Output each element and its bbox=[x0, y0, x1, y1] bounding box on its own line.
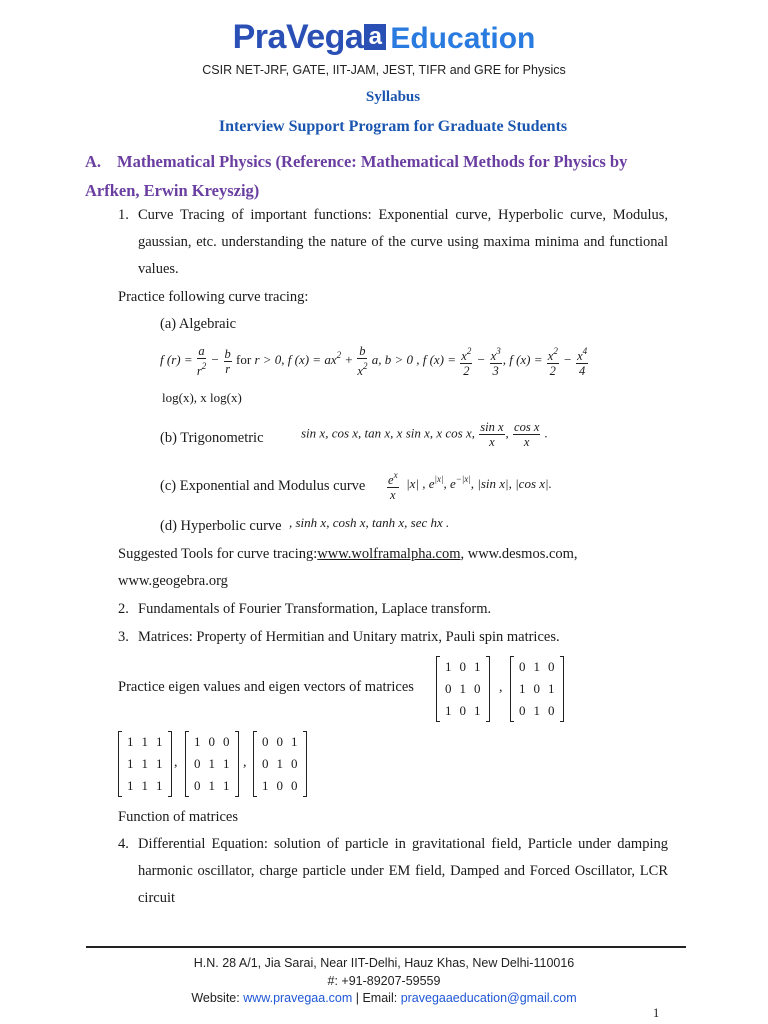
matrix-cell: 1 bbox=[291, 734, 298, 749]
matrix-cell: 1 bbox=[208, 778, 215, 793]
item-3-number: 3. bbox=[118, 629, 129, 645]
item-2-number: 2. bbox=[118, 601, 129, 617]
website-label: Website: bbox=[191, 991, 244, 1005]
matrix-bracket-right bbox=[303, 731, 307, 797]
footer-contact bbox=[0, 991, 768, 1005]
item-1-number: 1. bbox=[118, 207, 129, 223]
matrix-cell: 1 bbox=[141, 734, 148, 749]
footer-address: H.N. 28 A/1, Jia Sarai, Near IIT-Delhi, Hauz Khas, New Delhi-110016 bbox=[193, 956, 575, 970]
hyperbolic-formulas: , sinh x, cosh x, tanh x, sec hx . bbox=[289, 515, 450, 530]
algebraic-label: (a) Algebraic bbox=[160, 316, 237, 332]
matrix-cell: 0 bbox=[262, 756, 269, 771]
matrix-cell: 1 bbox=[223, 756, 230, 771]
website-link[interactable]: www.pravegaa.com bbox=[243, 991, 353, 1005]
function-of-matrices: Function of matrices bbox=[118, 809, 239, 825]
matrix-cell: 0 bbox=[276, 778, 283, 793]
matrix-cell: 1 bbox=[276, 756, 283, 771]
matrix-cell: 1 bbox=[519, 681, 526, 696]
matrix-2 bbox=[510, 656, 564, 722]
matrix-4 bbox=[185, 731, 239, 797]
logo-text-pravega: PraVega bbox=[232, 18, 364, 56]
wolframalpha-link[interactable]: www.wolframalpha.com bbox=[317, 546, 461, 562]
trig-expr: sin x, cos x, tan x, x sin x, x cos x, bbox=[301, 425, 476, 441]
matrix-cell: 1 bbox=[459, 681, 466, 696]
matrix-cell: 0 bbox=[445, 681, 452, 696]
matrix-cell: 1 bbox=[548, 681, 555, 696]
matrix-bracket-left bbox=[253, 731, 257, 797]
matrix-cell: 1 bbox=[141, 756, 148, 771]
trigonometric-label: (b) Trigonometric bbox=[160, 430, 264, 446]
item-4-text: Differential Equation: solution of particle in gravitational field, Particle under damping harmonic oscillator, charge particle under EM field, Damped and Forced Oscillator, LCR circuit bbox=[138, 836, 668, 906]
matrix-cell: 0 bbox=[519, 703, 526, 718]
matrix-cell: 1 bbox=[156, 778, 163, 793]
matrix-cell: 0 bbox=[459, 659, 466, 674]
matrix-cell: 0 bbox=[194, 778, 201, 793]
matrix-cell: 0 bbox=[548, 659, 555, 674]
matrix-cell: 1 bbox=[127, 756, 134, 771]
eigen-text: Practice eigen values and eigen vectors of matrices bbox=[118, 679, 414, 695]
matrix-5 bbox=[253, 731, 307, 797]
matrix-cell: 0 bbox=[208, 734, 215, 749]
trigonometric-formulas: sin x, cos x, tan x, x sin x, x cos x, $\frac{\text{sin x}}{x}$ , $\frac{\text{cos x}}{x}$ . bbox=[301, 420, 548, 449]
matrix-bracket-left bbox=[185, 731, 189, 797]
matrix-cell: 1 bbox=[223, 778, 230, 793]
item-4-number: 4. bbox=[118, 836, 129, 852]
item-3-text: Matrices: Property of Hermitian and Unitary matrix, Pauli spin matrices. bbox=[138, 629, 560, 645]
tools-rest: , www.desmos.com, bbox=[460, 546, 578, 562]
log-expressions: log(x), x log(x) bbox=[162, 390, 242, 405]
matrix-bracket-left bbox=[436, 656, 440, 722]
matrix-cell: 0 bbox=[194, 756, 201, 771]
geogebra-text: www.geogebra.org bbox=[118, 573, 228, 589]
hyperbolic-label: (d) Hyperbolic curve bbox=[160, 518, 282, 534]
brand-logo bbox=[0, 18, 768, 57]
syllabus-title: Syllabus bbox=[365, 89, 421, 105]
matrix-cell: 1 bbox=[127, 734, 134, 749]
matrix-cell: 0 bbox=[223, 734, 230, 749]
footer-phone: #: +91-89207-59559 bbox=[327, 974, 441, 988]
page-number: 1 bbox=[653, 1006, 660, 1020]
matrix-cell: 0 bbox=[291, 756, 298, 771]
logo-text-education: Education bbox=[390, 22, 536, 55]
matrix-cell: 1 bbox=[127, 778, 134, 793]
matrix-cell: 0 bbox=[459, 703, 466, 718]
matrix-cell: 1 bbox=[156, 734, 163, 749]
matrix-cell: 0 bbox=[548, 703, 555, 718]
matrix-bracket-right bbox=[168, 731, 172, 797]
section-a-label: A. bbox=[85, 152, 102, 171]
matrix-cell: 1 bbox=[445, 703, 452, 718]
matrix-bracket-right bbox=[235, 731, 239, 797]
matrix-cell: 0 bbox=[533, 681, 540, 696]
section-a-text: Mathematical Physics (Reference: Mathematical Methods for Physics by Arfken, Erwin Kreyszig) bbox=[85, 152, 628, 200]
algebraic-formulas: f (r) = $\frac{a}{r^2}$ − $\frac{b}{r}$ for r > 0, f $(x) = ax^2$ + $\frac{b}{x^2}$ a, b > 0 , f (x) = $\frac{x^2}{2}$ − $\frac{x^3}{3}$ , f (x) = $\frac{x^2}{2}$ − $\frac{x^4}{4}$ bbox=[160, 344, 588, 378]
exponential-formulas: $\frac{e^x}{x}$ |x| , $e^{|x|}$, $e^{-|x|}$, |sin x|, |cos x|. bbox=[388, 470, 552, 502]
tagline: CSIR NET-JRF, GATE, IIT-JAM, JEST, TIFR and GRE for Physics bbox=[202, 63, 566, 77]
email-label: | Email: bbox=[352, 991, 401, 1005]
matrix-cell: 1 bbox=[445, 659, 452, 674]
footer-divider bbox=[86, 946, 686, 948]
practice-text: Practice following curve tracing: bbox=[118, 289, 309, 305]
matrix-cell: 1 bbox=[194, 734, 201, 749]
matrix-cell: 1 bbox=[156, 756, 163, 771]
matrix-bracket-right bbox=[486, 656, 490, 722]
matrix-1 bbox=[436, 656, 490, 722]
matrix-bracket-right bbox=[560, 656, 564, 722]
matrix-cell: 1 bbox=[533, 659, 540, 674]
matrix-cell: 1 bbox=[474, 659, 481, 674]
matrix-cell: 1 bbox=[474, 703, 481, 718]
logo-box-letter: a bbox=[364, 24, 386, 50]
matrix-cell: 0 bbox=[291, 778, 298, 793]
tools-line bbox=[118, 541, 578, 568]
matrix-cell: 0 bbox=[262, 734, 269, 749]
matrix-cell: 1 bbox=[262, 778, 269, 793]
item-2-text: Fundamentals of Fourier Transformation, Laplace transform. bbox=[138, 601, 492, 617]
matrix-cell: 0 bbox=[474, 681, 481, 696]
matrix-cell: 1 bbox=[141, 778, 148, 793]
matrix-cell: 0 bbox=[276, 734, 283, 749]
email-link[interactable]: pravegaaeducation@gmail.com bbox=[400, 991, 577, 1005]
matrix-cell: 1 bbox=[208, 756, 215, 771]
tools-prefix: Suggested Tools for curve tracing: bbox=[118, 546, 318, 562]
matrix-cell: 1 bbox=[533, 703, 540, 718]
matrix-bracket-left bbox=[118, 731, 122, 797]
section-a-heading bbox=[85, 147, 670, 205]
program-title: Interview Support Program for Graduate Students bbox=[218, 118, 568, 135]
matrix-3 bbox=[118, 731, 172, 797]
matrix-bracket-left bbox=[510, 656, 514, 722]
exponential-label: (c) Exponential and Modulus curve bbox=[160, 478, 366, 494]
item-1-text: Curve Tracing of important functions: Exponential curve, Hyperbolic curve, Modulus, gaussian, etc. understanding the nature of the curve using maxima minima and functional values. bbox=[138, 207, 668, 277]
matrix-cell: 0 bbox=[519, 659, 526, 674]
